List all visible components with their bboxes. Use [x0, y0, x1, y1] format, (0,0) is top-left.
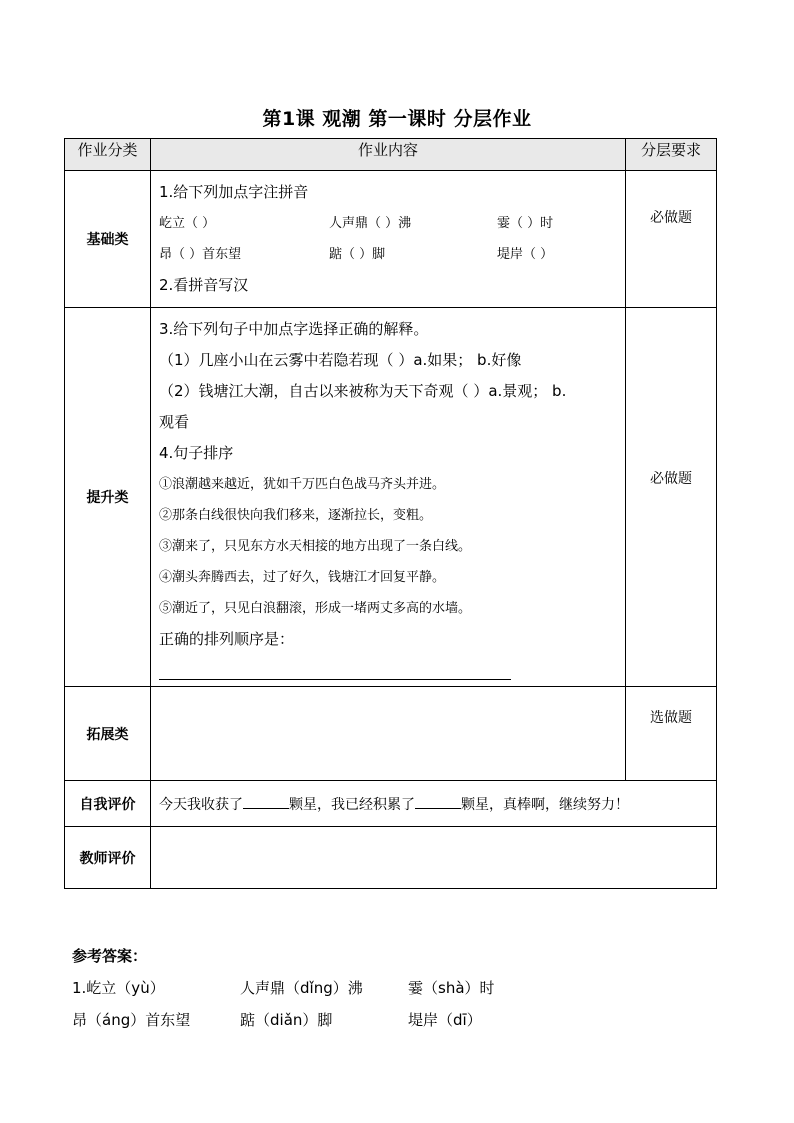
question-2: 2.看拼音写汉 [159, 276, 249, 294]
question-3-2-cont: 观看 [159, 413, 190, 431]
requirement-basic: 必做题 [626, 171, 717, 308]
header-requirement: 分层要求 [626, 139, 717, 171]
question-4: 4.句子排序 [159, 444, 234, 462]
self-eval-text-a: 今天我收获了 [159, 796, 243, 813]
answer-item: 霎（shà）时 [408, 979, 495, 997]
page-title: 第1课 观潮 第一课时 分层作业 [262, 108, 532, 130]
answer-item: 昂（áng）首东望 [72, 1011, 191, 1029]
pinyin-item: 昂（ ）首东望 [159, 247, 242, 262]
row-extended [65, 687, 717, 781]
category-basic: 基础类 [65, 171, 151, 308]
question-3-2: （2）钱塘江大潮，自古以来被称为天下奇观（ ）a.景观； b. [159, 382, 567, 400]
self-eval-text-b: 颗星，我已经积累了 [289, 796, 415, 813]
sentence-3: ③潮来了，只见东方水天相接的地方出现了一条白线。 [159, 539, 472, 554]
content-self-eval [151, 781, 717, 827]
pinyin-item: 人声鼎（ ）沸 [329, 216, 412, 231]
answers-heading: 参考答案： [72, 947, 148, 965]
sentence-4: ④潮头奔腾西去，过了好久，钱塘江才回复平静。 [159, 570, 446, 585]
stars-total-blank [415, 794, 461, 809]
question-3-1: （1）几座小山在云雾中若隐若现（ ）a.如果； b.好像 [159, 351, 522, 369]
row-teacher-eval [65, 827, 717, 889]
requirement-advanced: 必做题 [626, 308, 717, 687]
stars-earned-blank [243, 794, 289, 809]
row-basic [65, 171, 717, 308]
sentence-5: ⑤潮近了，只见白浪翻滚，形成一堵两丈多高的水墙。 [159, 601, 472, 616]
content-teacher-eval [151, 827, 717, 889]
requirement-extended: 选做题 [626, 687, 717, 781]
answers-row-1 [72, 972, 495, 1004]
category-teacher-eval: 教师评价 [65, 827, 151, 889]
answer-item: 人声鼎（dǐng）沸 [240, 979, 363, 997]
order-label: 正确的排列顺序是： [159, 630, 295, 648]
self-eval-text-c: 颗星，真棒啊，继续努力！ [461, 796, 629, 813]
content-advanced [151, 308, 626, 687]
answer-item: 堤岸（dī） [408, 1011, 482, 1029]
table-header-row [65, 139, 717, 171]
sentence-2: ②那条白线很快向我们移来，逐渐拉长，变粗。 [159, 508, 433, 523]
homework-table [64, 138, 717, 889]
row-self-eval [65, 781, 717, 827]
row-advanced [65, 308, 717, 687]
category-advanced: 提升类 [65, 308, 151, 687]
pinyin-item: 霎（ ）时 [497, 216, 554, 231]
sentence-1: ①浪潮越来越近，犹如千万匹白色战马齐头并进。 [159, 477, 446, 492]
question-3: 3.给下列句子中加点字选择正确的解释。 [159, 320, 429, 338]
pinyin-item: 堤岸（ ） [497, 247, 554, 262]
category-extended: 拓展类 [65, 687, 151, 781]
question-1: 1.给下列加点字注拼音 [159, 183, 309, 201]
answer-blank-line [159, 665, 511, 680]
content-extended [151, 687, 626, 781]
pinyin-item: 踮（ ）脚 [329, 247, 386, 262]
pinyin-row-1 [159, 208, 617, 239]
pinyin-item: 屹立（ ） [159, 216, 216, 231]
content-basic [151, 171, 626, 308]
answer-item: 踮（diǎn）脚 [240, 1011, 333, 1029]
header-category: 作业分类 [65, 139, 151, 171]
answer-item: 1.屹立（yù） [72, 979, 165, 997]
answers-row-2 [72, 1004, 495, 1036]
category-self-eval: 自我评价 [65, 781, 151, 827]
header-content: 作业内容 [151, 139, 626, 171]
pinyin-row-2 [159, 239, 617, 270]
reference-answers [72, 940, 495, 1036]
